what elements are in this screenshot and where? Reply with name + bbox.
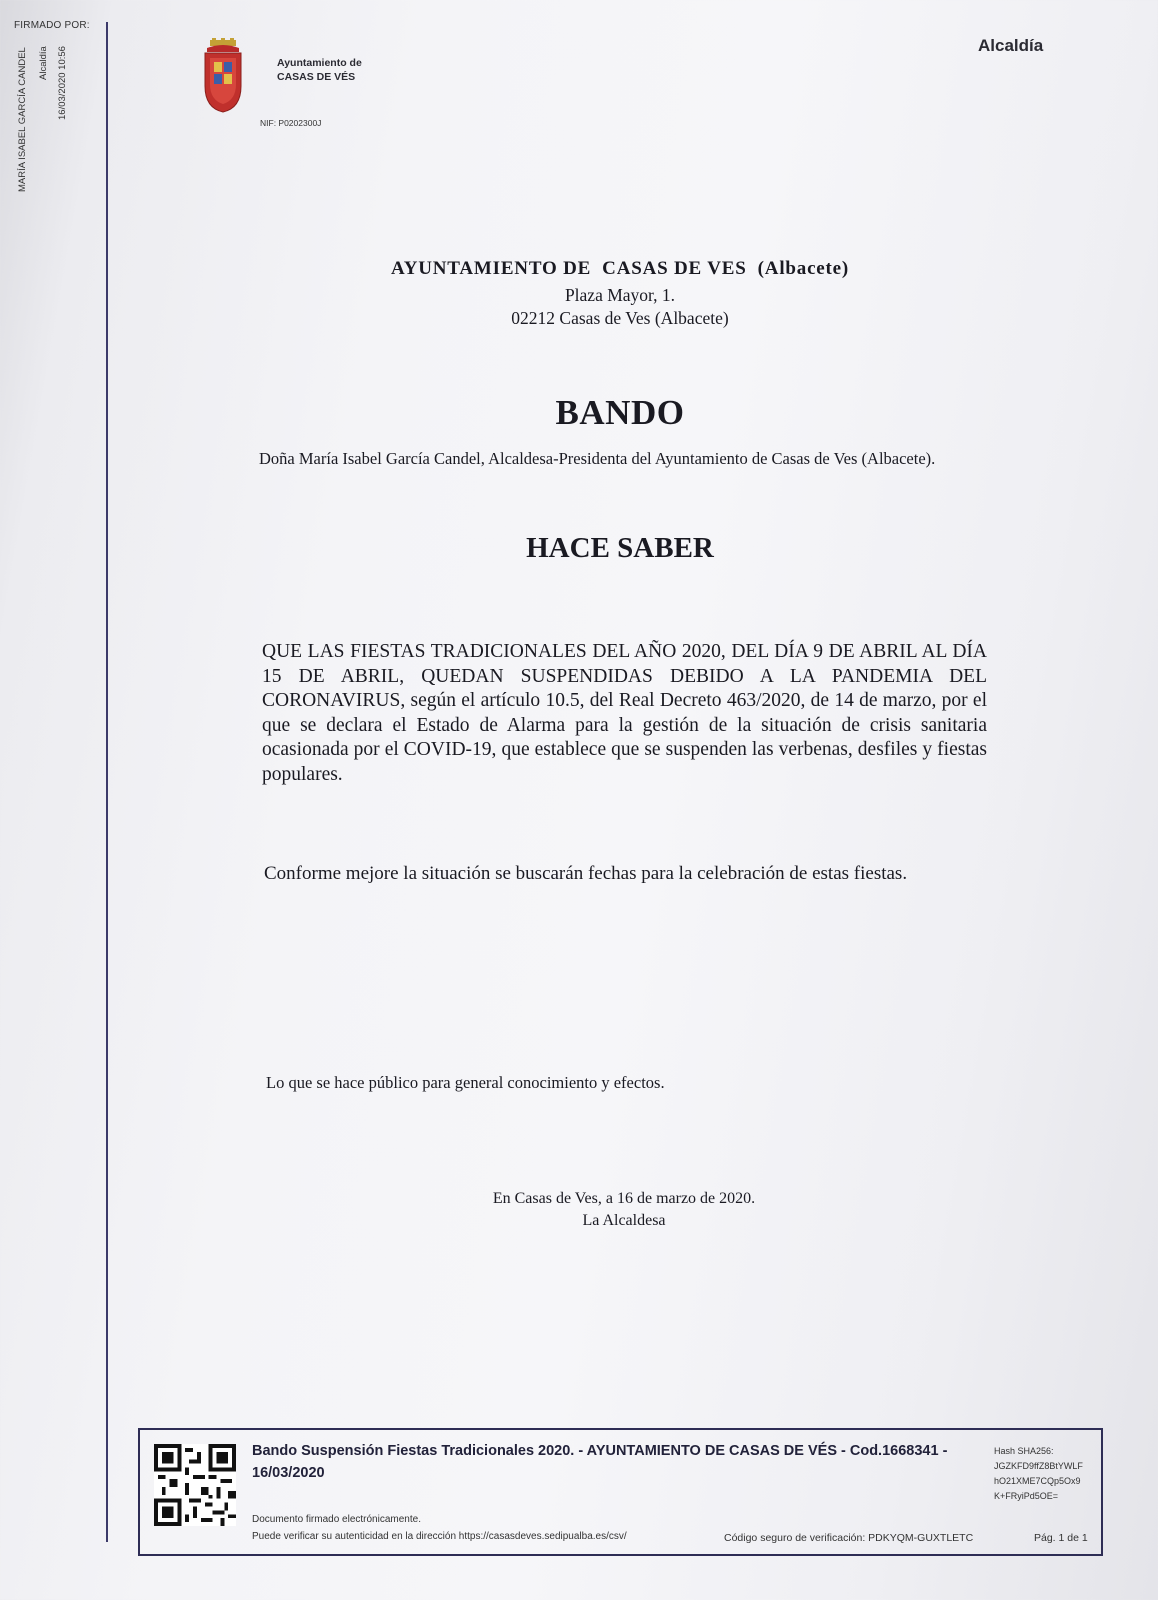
footer-hash [994,1444,1083,1504]
footer-csv-code: Código seguro de verificación: PDKYQM-GUXTLETC [724,1532,974,1544]
nif-label: NIF: P0202300J [260,118,322,128]
address-city: 02212 Casas de Ves (Albacete) [511,308,729,328]
coat-of-arms-icon [202,38,244,114]
hash-line: JGZKFD9ffZ8BtYWLF [994,1461,1083,1471]
document-heading: BANDO [555,393,685,432]
address-title: AYUNTAMIENTO DE CASAS DE VES (Albacete) [390,258,850,279]
hash-line: K+FRyiPd5OE= [994,1491,1059,1501]
signed-by-label: FIRMADO POR: [14,20,90,31]
hash-label: Hash SHA256: [994,1446,1054,1456]
hash-line: hO21XME7CQp5Ox9 [994,1476,1081,1486]
document-subheading: HACE SABER [526,532,714,564]
footer-page-number: Pág. 1 de 1 [1034,1532,1088,1544]
qr-code-icon [154,1444,236,1526]
footer-signed-note: Documento firmado electrónicamente. [252,1514,421,1525]
intro-paragraph: Doña María Isabel García Candel, Alcaldesa-Presidenta del Ayuntamiento de Casas de Ves (Albacete). [259,449,936,468]
signer-title: La Alcaldesa [582,1212,666,1229]
signer-name: MARÍA ISABEL GARCÍA CANDEL [17,47,28,192]
closing-formula: Lo que se hace público para general conocimiento y efectos. [266,1073,665,1092]
signature-timestamp: 16/03/2020 10:56 [57,46,68,120]
department-label: Alcaldía [978,36,1044,55]
address-street: Plaza Mayor, 1. [564,285,676,305]
second-paragraph: Conforme mejore la situación se buscarán fechas para la celebración de estas fiestas. [264,863,908,884]
org-line-2: CASAS DE VÉS [277,71,356,83]
signer-role: Alcaldía [38,46,49,80]
org-label [277,56,362,84]
margin-rule [106,22,108,1542]
place-date: En Casas de Ves, a 16 de marzo de 2020. [492,1190,756,1207]
main-paragraph: QUE LAS FIESTAS TRADICIONALES DEL AÑO 2020, DEL DÍA 9 DE ABRIL AL DÍA 15 DE ABRIL, QUEDAN SUSPENDIDAS DEBIDO A LA PANDEMIA DEL CORONAVIRUS, según el artículo 10.5, del Real Decreto 463/2020, de 14 de marzo, por el que se declara el Estado de Alarma para la gestión de la situación de crisis sanitaria ocasionada por el COVID-19, que establece que se suspenden las verbenas, desfiles y fiestas populares. [262,641,987,785]
footer-document-title: Bando Suspensión Fiestas Tradicionales 2020. - AYUNTAMIENTO DE CASAS DE VÉS - Cod.1668341 - 16/03/2020 [252,1443,948,1481]
footer-verify-note: Puede verificar su autenticidad en la dirección https://casasdeves.sedipualba.es/csv/ [252,1531,627,1542]
org-line-1: Ayuntamiento de [277,57,362,69]
